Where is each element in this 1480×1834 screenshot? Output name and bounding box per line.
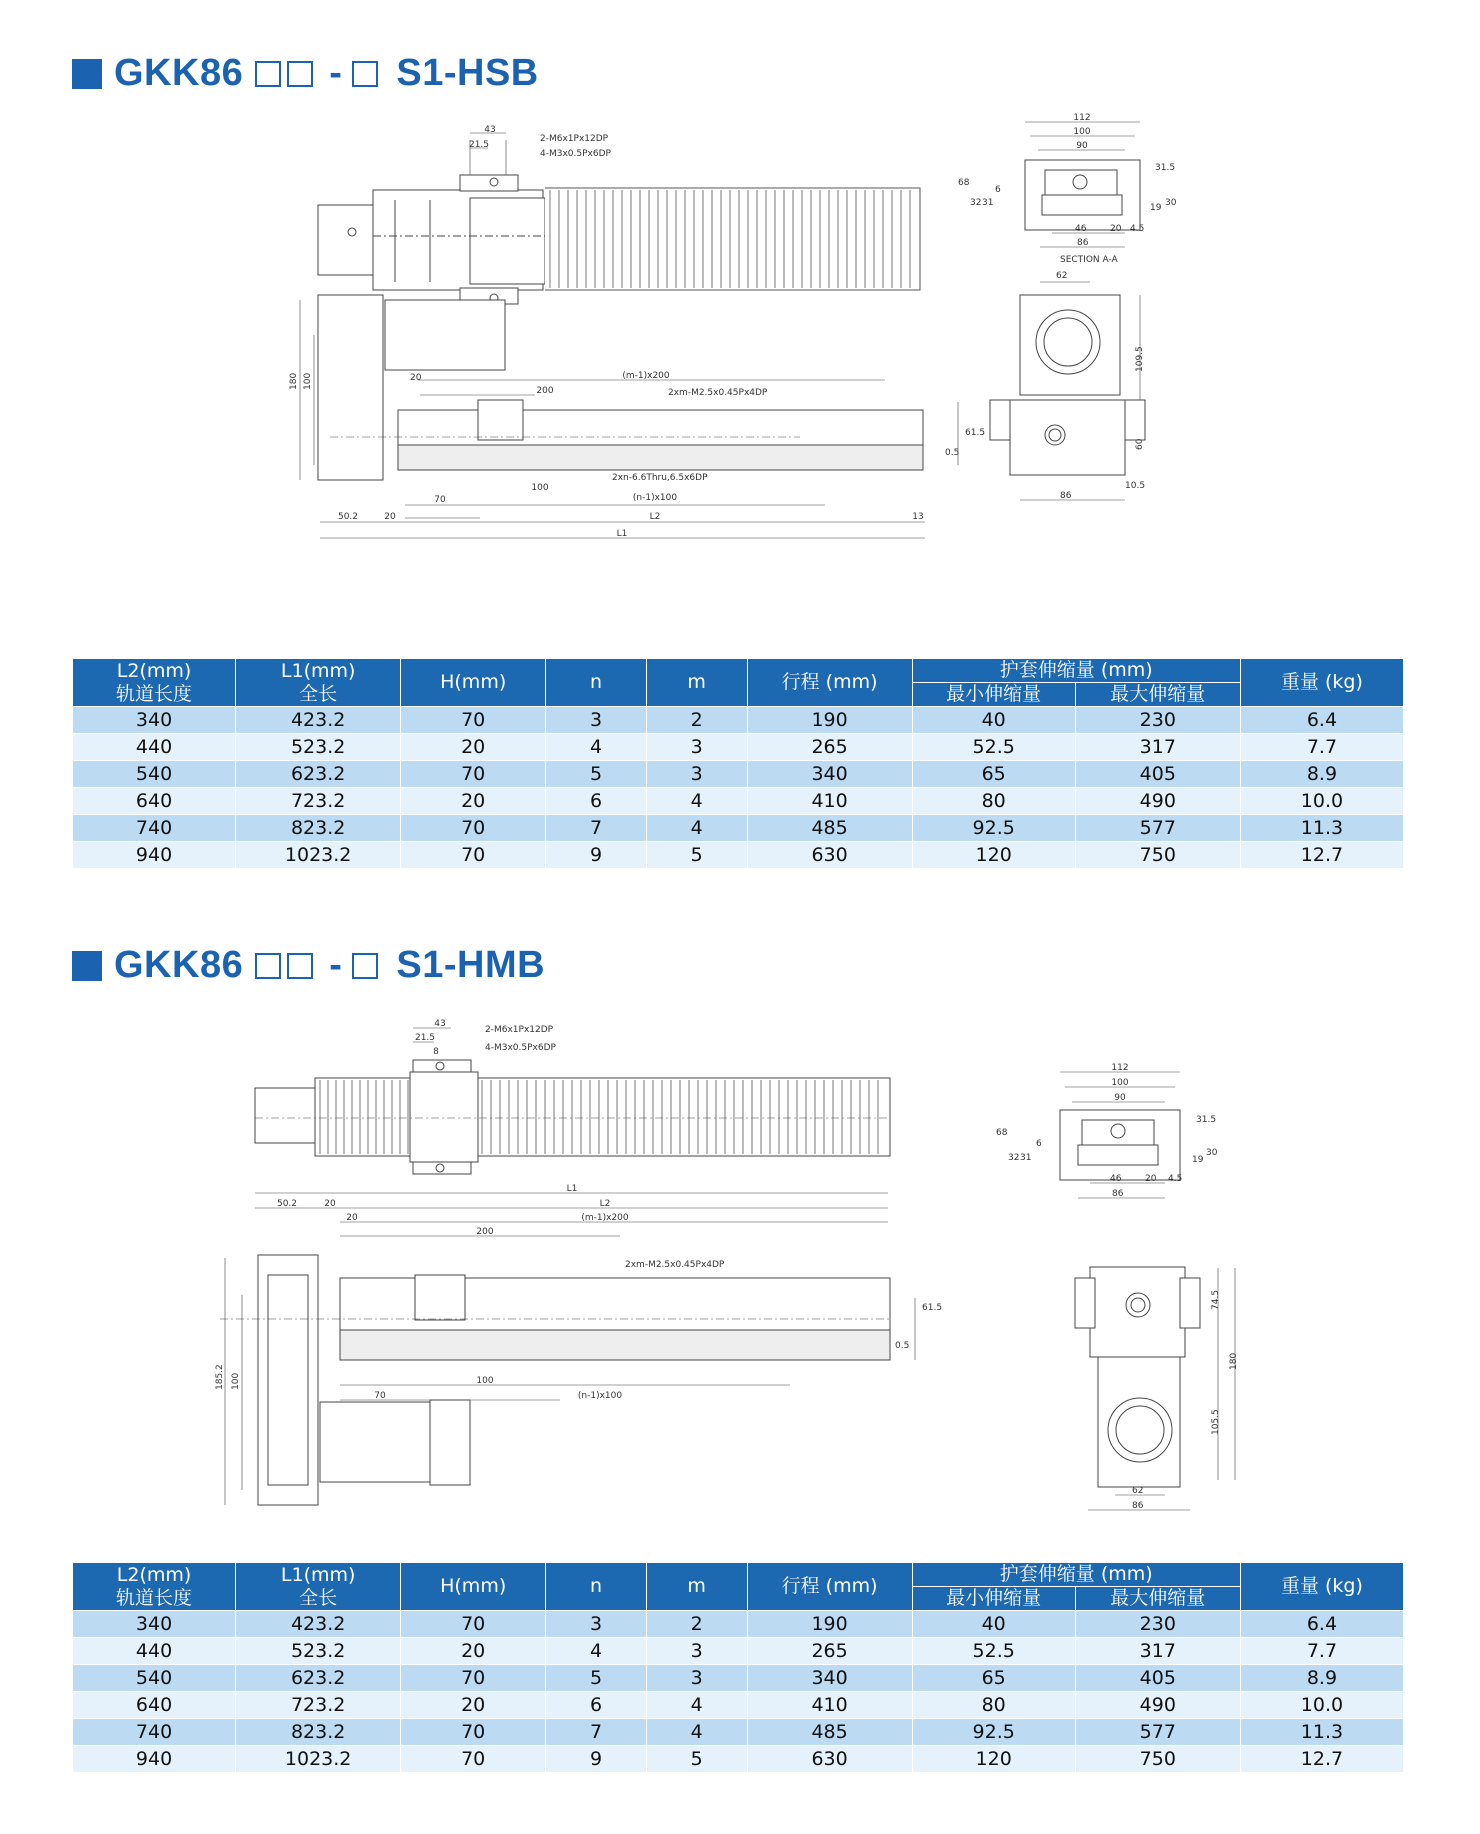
table-cell: 3 [546, 707, 647, 734]
header-weight: 重量 (kg) [1240, 659, 1403, 707]
table-cell: 65 [912, 761, 1075, 788]
table-cell: 52.5 [912, 1638, 1075, 1665]
dim-32: 32 [970, 198, 982, 208]
table-cell: 4 [646, 1719, 747, 1746]
table-cell: 10.0 [1240, 788, 1403, 815]
table-cell: 7 [546, 815, 647, 842]
dim-0-5: 0.5 [895, 1341, 910, 1351]
note-xm: 2xm-M2.5x0.45Px4DP [668, 388, 768, 398]
spec-table-hsb [72, 658, 1404, 869]
table-cell: 740 [73, 1719, 236, 1746]
placeholder-box-icon [352, 953, 378, 979]
dim-l2: L2 [599, 1199, 611, 1209]
table-row [73, 788, 1404, 815]
dim-19: 19 [1192, 1155, 1204, 1165]
table-row [73, 761, 1404, 788]
dim-6: 6 [1036, 1139, 1042, 1149]
dim-60: 60 [1135, 438, 1145, 450]
table-cell: 577 [1075, 815, 1240, 842]
table-cell: 5 [646, 1746, 747, 1773]
dim-61-5: 61.5 [922, 1303, 943, 1313]
table-cell: 623.2 [236, 1665, 401, 1692]
header-cover: 护套伸缩量 (mm) [912, 1563, 1240, 1587]
table-cell: 540 [73, 1665, 236, 1692]
title-variant: S1-HSB [396, 52, 539, 94]
header-cover-max: 最大伸缩量 [1075, 683, 1240, 707]
table-cell: 10.0 [1240, 1692, 1403, 1719]
section-label: SECTION A-A [1060, 255, 1118, 265]
dim-185-2: 185.2 [215, 1364, 225, 1390]
placeholder-box-icon [287, 953, 313, 979]
table-cell: 20 [401, 1638, 546, 1665]
dim-68: 68 [996, 1128, 1008, 1138]
dim-4-5: 4.5 [1130, 224, 1145, 234]
table-cell: 823.2 [236, 815, 401, 842]
table-cell: 4 [546, 1638, 647, 1665]
dim-86: 86 [1112, 1189, 1124, 1199]
dim-n100: (n-1)x100 [577, 1391, 623, 1401]
table-cell: 11.3 [1240, 1719, 1403, 1746]
dim-90: 90 [1114, 1093, 1126, 1103]
title-square-icon [72, 59, 102, 89]
header-weight: 重量 (kg) [1240, 1563, 1403, 1611]
table-cell: 577 [1075, 1719, 1240, 1746]
table-cell: 8.9 [1240, 761, 1403, 788]
table-cell: 40 [912, 1611, 1075, 1638]
side-view [215, 1184, 942, 1505]
table-cell: 70 [401, 1719, 546, 1746]
dim-m200: (m-1)x200 [622, 371, 670, 381]
table-cell: 7.7 [1240, 1638, 1403, 1665]
table-cell: 190 [747, 1611, 912, 1638]
dim-n100: (n-1)x100 [632, 493, 678, 503]
table-cell: 490 [1075, 788, 1240, 815]
table-cell: 317 [1075, 1638, 1240, 1665]
dim-180: 180 [289, 372, 299, 390]
table-cell: 20 [401, 788, 546, 815]
dim-74-5: 74.5 [1211, 1289, 1221, 1310]
table-cell: 70 [401, 1611, 546, 1638]
table-cell: 423.2 [236, 707, 401, 734]
placeholder-box-icon [255, 953, 281, 979]
table-cell: 230 [1075, 1611, 1240, 1638]
table-cell: 440 [73, 734, 236, 761]
table-cell: 523.2 [236, 1638, 401, 1665]
header-l1: L1(mm) 全长 [236, 659, 401, 707]
dim-68: 68 [958, 178, 970, 188]
table-cell: 5 [546, 1665, 647, 1692]
table-cell: 410 [747, 1692, 912, 1719]
table-cell: 70 [401, 842, 546, 869]
table-cell: 750 [1075, 842, 1240, 869]
dim-20-top: 20 [324, 1199, 336, 1209]
table-cell: 623.2 [236, 761, 401, 788]
table-cell: 405 [1075, 1665, 1240, 1692]
dim-13: 13 [912, 512, 924, 522]
header-h: H(mm) [401, 1563, 546, 1611]
table-cell: 440 [73, 1638, 236, 1665]
header-cover-min: 最小伸缩量 [912, 683, 1075, 707]
dim-50-2: 50.2 [276, 1199, 298, 1209]
table-cell: 1023.2 [236, 1746, 401, 1773]
dim-112: 112 [1111, 1063, 1129, 1073]
table-cell: 1023.2 [236, 842, 401, 869]
table-cell: 485 [747, 815, 912, 842]
table-cell: 340 [73, 707, 236, 734]
table-cell: 317 [1075, 734, 1240, 761]
dim-43: 43 [434, 1019, 446, 1029]
dim-105-5: 105.5 [1211, 1409, 1221, 1435]
table-row [73, 1665, 1404, 1692]
note-xm: 2xm-M2.5x0.45Px4DP [625, 1260, 725, 1270]
table-cell: 940 [73, 1746, 236, 1773]
header-l1: L1(mm) 全长 [236, 1563, 401, 1611]
table-cell: 340 [73, 1611, 236, 1638]
title-separator: - [329, 944, 343, 986]
section-title-hmb [72, 944, 545, 987]
table-cell: 823.2 [236, 1719, 401, 1746]
side-view [289, 295, 985, 539]
table-cell: 4 [546, 734, 647, 761]
table-cell: 3 [646, 761, 747, 788]
placeholder-box-icon [287, 61, 313, 87]
technical-drawing-hmb [0, 1010, 1480, 1540]
dim-10-5: 10.5 [1125, 481, 1146, 491]
header-l2: L2(mm) 轨道长度 [73, 659, 236, 707]
table-cell: 485 [747, 1719, 912, 1746]
table-cell: 70 [401, 761, 546, 788]
table-cell: 640 [73, 1692, 236, 1719]
dim-62: 62 [1056, 271, 1068, 281]
dim-20: 20 [1110, 224, 1122, 234]
table-cell: 92.5 [912, 815, 1075, 842]
dim-30: 30 [1206, 1148, 1218, 1158]
dim-86-end: 86 [1060, 491, 1072, 501]
table-cell: 9 [546, 1746, 647, 1773]
table-cell: 12.7 [1240, 1746, 1403, 1773]
dim-180: 180 [1229, 1352, 1239, 1370]
placeholder-box-icon [352, 61, 378, 87]
table-cell: 52.5 [912, 734, 1075, 761]
note-m3: 4-M3x0.5Px6DP [540, 149, 611, 159]
table-cell: 4 [646, 788, 747, 815]
placeholder-box-icon [255, 61, 281, 87]
table-cell: 340 [747, 761, 912, 788]
table-cell: 723.2 [236, 788, 401, 815]
table-cell: 230 [1075, 707, 1240, 734]
table-row [73, 1746, 1404, 1773]
dim-61-5: 61.5 [965, 428, 986, 438]
dim-20-top: 20 [410, 373, 422, 383]
table-cell: 65 [912, 1665, 1075, 1692]
header-h: H(mm) [401, 659, 546, 707]
table-cell: 2 [646, 707, 747, 734]
dim-100-h: 100 [476, 1376, 494, 1386]
header-stroke: 行程 (mm) [747, 659, 912, 707]
table-cell: 640 [73, 788, 236, 815]
table-cell: 410 [747, 788, 912, 815]
table-cell: 11.3 [1240, 815, 1403, 842]
dim-19: 19 [1150, 203, 1162, 213]
dim-31-5: 31.5 [1196, 1115, 1217, 1125]
table-cell: 70 [401, 815, 546, 842]
table-cell: 80 [912, 788, 1075, 815]
section-title-hsb [72, 52, 539, 95]
dim-70: 70 [434, 495, 446, 505]
end-view [990, 271, 1145, 501]
dim-50-2: 50.2 [337, 512, 359, 522]
table-cell: 120 [912, 1746, 1075, 1773]
dim-20-bottom: 20 [384, 512, 396, 522]
header-l2: L2(mm) 轨道长度 [73, 1563, 236, 1611]
table-row [73, 815, 1404, 842]
dim-20-second: 20 [346, 1213, 358, 1223]
note-m3: 4-M3x0.5Px6DP [485, 1043, 556, 1053]
dim-32: 32 [1008, 1153, 1020, 1163]
table-cell: 70 [401, 1665, 546, 1692]
dim-8: 8 [433, 1047, 439, 1057]
table-cell: 940 [73, 842, 236, 869]
table-cell: 7 [546, 1719, 647, 1746]
dim-21-5: 21.5 [414, 1033, 436, 1043]
header-cover: 护套伸缩量 (mm) [912, 659, 1240, 683]
header-m: m [646, 1563, 747, 1611]
table-cell: 70 [401, 707, 546, 734]
header-n: n [546, 1563, 647, 1611]
table-cell: 6 [546, 1692, 647, 1719]
table-cell: 490 [1075, 1692, 1240, 1719]
table-row [73, 1719, 1404, 1746]
table-cell: 8.9 [1240, 1665, 1403, 1692]
section-view [996, 1063, 1218, 1199]
dim-100-v: 100 [303, 372, 313, 390]
dim-l1: L1 [616, 529, 628, 539]
dim-43: 43 [484, 125, 496, 135]
header-cover-min: 最小伸缩量 [912, 1587, 1075, 1611]
dim-31: 31 [1020, 1153, 1032, 1163]
table-cell: 92.5 [912, 1719, 1075, 1746]
header-n: n [546, 659, 647, 707]
table-cell: 4 [646, 1692, 747, 1719]
table-cell: 5 [646, 842, 747, 869]
table-cell: 70 [401, 1746, 546, 1773]
table-cell: 3 [646, 1665, 747, 1692]
table-cell: 20 [401, 734, 546, 761]
table-cell: 740 [73, 815, 236, 842]
table-cell: 190 [747, 707, 912, 734]
table-cell: 5 [546, 761, 647, 788]
table-cell: 120 [912, 842, 1075, 869]
table-cell: 265 [747, 1638, 912, 1665]
dim-109-5: 109.5 [1135, 346, 1145, 372]
dim-200: 200 [536, 386, 554, 396]
table-cell: 6.4 [1240, 1611, 1403, 1638]
section-a-a-view [958, 113, 1177, 265]
table-cell: 7.7 [1240, 734, 1403, 761]
table-cell: 340 [747, 1665, 912, 1692]
table-cell: 523.2 [236, 734, 401, 761]
table-cell: 6.4 [1240, 707, 1403, 734]
table-cell: 9 [546, 842, 647, 869]
dim-100: 100 [1073, 127, 1091, 137]
title-variant: S1-HMB [396, 944, 546, 986]
table-row [73, 1611, 1404, 1638]
dim-31: 31 [982, 198, 994, 208]
header-m: m [646, 659, 747, 707]
table-cell: 12.7 [1240, 842, 1403, 869]
dim-31-5: 31.5 [1155, 163, 1176, 173]
table-cell: 3 [646, 1638, 747, 1665]
dim-20: 20 [1145, 1174, 1157, 1184]
note-m6: 2-M6x1Px12DP [485, 1025, 554, 1035]
header-stroke: 行程 (mm) [747, 1563, 912, 1611]
table-cell: 630 [747, 1746, 912, 1773]
table-row [73, 842, 1404, 869]
table-cell: 6 [546, 788, 647, 815]
top-view [255, 1019, 890, 1174]
table-cell: 265 [747, 734, 912, 761]
table-cell: 4 [646, 815, 747, 842]
table-cell: 405 [1075, 761, 1240, 788]
table-cell: 423.2 [236, 1611, 401, 1638]
dim-m200: (m-1)x200 [581, 1213, 629, 1223]
table-row [73, 1692, 1404, 1719]
dim-6: 6 [995, 185, 1001, 195]
spec-table-hmb [72, 1562, 1404, 1773]
dim-0-5: 0.5 [945, 448, 960, 458]
dim-46: 46 [1110, 1174, 1122, 1184]
dim-l2: L2 [649, 512, 661, 522]
dim-100-v: 100 [231, 1372, 241, 1390]
dim-30: 30 [1165, 198, 1177, 208]
table-cell: 750 [1075, 1746, 1240, 1773]
dim-86-end: 86 [1132, 1501, 1144, 1511]
table-row [73, 1638, 1404, 1665]
dim-86: 86 [1077, 238, 1089, 248]
table-cell: 630 [747, 842, 912, 869]
table-cell: 40 [912, 707, 1075, 734]
dim-21-5: 21.5 [468, 140, 490, 150]
dim-4-5: 4.5 [1168, 1174, 1183, 1184]
table-cell: 3 [646, 734, 747, 761]
dim-70: 70 [374, 1391, 386, 1401]
note-m6: 2-M6x1Px12DP [540, 134, 609, 144]
title-model: GKK86 [114, 52, 244, 94]
table-cell: 2 [646, 1611, 747, 1638]
header-cover-max: 最大伸缩量 [1075, 1587, 1240, 1611]
dim-112: 112 [1073, 113, 1091, 123]
dim-62: 62 [1132, 1486, 1144, 1496]
table-row [73, 707, 1404, 734]
table-row [73, 734, 1404, 761]
note-xn: 2xn-6.6Thru,6.5x6DP [612, 473, 708, 483]
table-cell: 80 [912, 1692, 1075, 1719]
title-separator: - [329, 52, 343, 94]
end-view [1075, 1267, 1239, 1511]
table-cell: 723.2 [236, 1692, 401, 1719]
technical-drawing-hsb [0, 110, 1480, 640]
dim-100: 100 [1111, 1078, 1129, 1088]
dim-l1: L1 [566, 1184, 578, 1194]
dim-46: 46 [1075, 224, 1087, 234]
top-view [318, 125, 920, 304]
table-cell: 540 [73, 761, 236, 788]
dim-200: 200 [476, 1227, 494, 1237]
dim-100-h: 100 [531, 483, 549, 493]
title-model: GKK86 [114, 944, 244, 986]
dim-90: 90 [1076, 141, 1088, 151]
table-cell: 20 [401, 1692, 546, 1719]
table-cell: 3 [546, 1611, 647, 1638]
title-square-icon [72, 951, 102, 981]
